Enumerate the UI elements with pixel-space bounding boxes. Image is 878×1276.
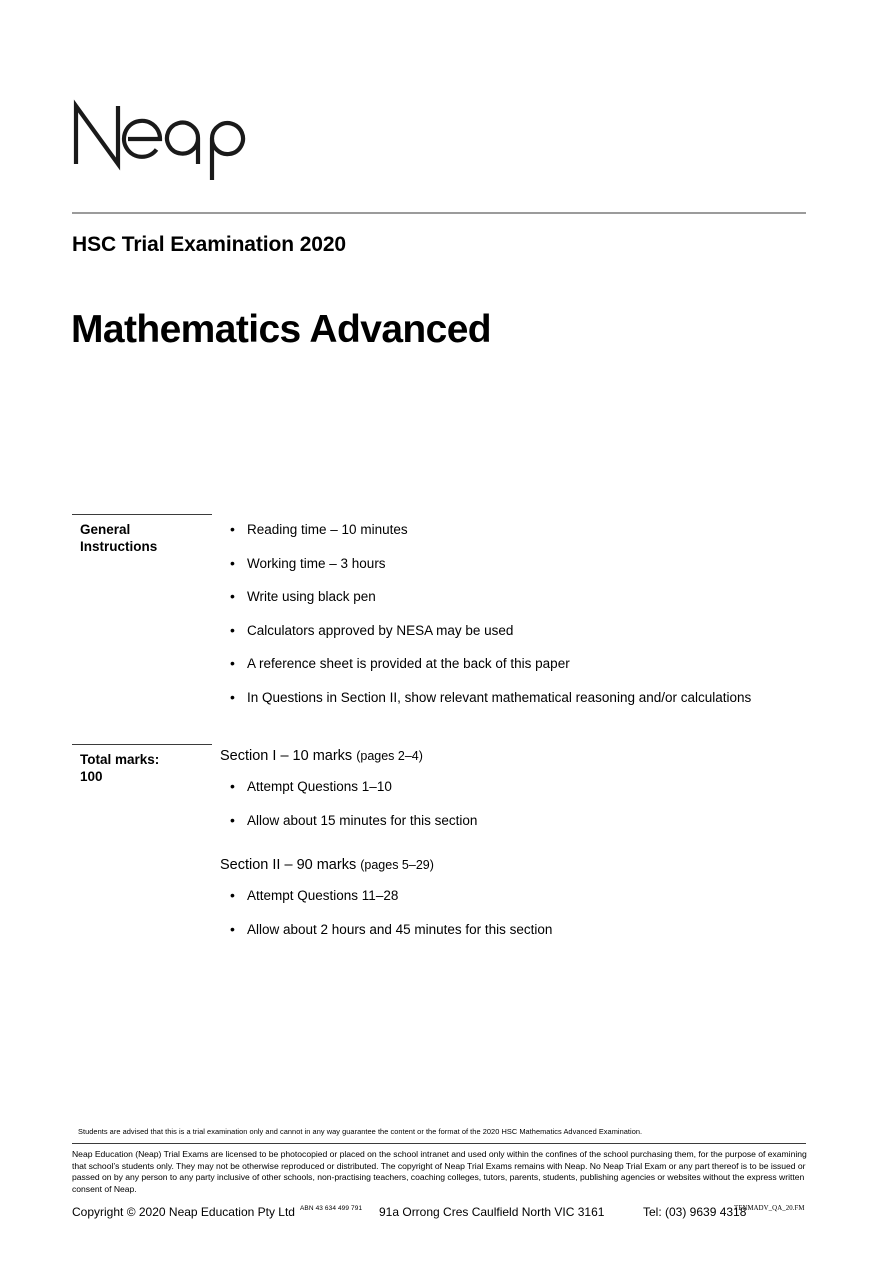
list-item: • Write using black pen bbox=[220, 589, 800, 606]
total-marks-label-line1: Total marks: bbox=[80, 752, 160, 767]
total-marks-divider bbox=[72, 744, 212, 745]
address-text: 91a Orrong Cres Caulfield North VIC 3161 bbox=[379, 1205, 605, 1219]
general-instructions-body bbox=[220, 522, 800, 706]
section-one-heading bbox=[220, 748, 800, 765]
copyright-row bbox=[72, 1205, 812, 1221]
copyright-text: Copyright © 2020 Neap Education Pty Ltd bbox=[72, 1205, 295, 1219]
list-item: • Working time – 3 hours bbox=[220, 556, 800, 573]
section-one-heading-text: Section I – 10 marks bbox=[220, 748, 357, 764]
general-instructions-label-line2: Instructions bbox=[80, 539, 158, 554]
abn-text: ABN 43 634 499 791 bbox=[300, 1205, 363, 1212]
total-marks-label-line2: 100 bbox=[80, 769, 103, 784]
section-gap bbox=[220, 829, 800, 857]
telephone-text: Tel: (03) 9639 4318 bbox=[643, 1205, 747, 1219]
list-item: • Attempt Questions 11–28 bbox=[220, 888, 800, 905]
trial-exam-disclaimer: Students are advised that this is a trial examination only and cannot in any way guarantee the content or the format of the 2020 HSC Mathematics Advanced Examination. bbox=[78, 1127, 643, 1136]
list-item: • Calculators approved by NESA may be used bbox=[220, 623, 800, 640]
section-two-pages: (pages 5–29) bbox=[360, 858, 434, 872]
neap-wordmark-icon bbox=[72, 92, 272, 188]
footer-divider bbox=[72, 1143, 806, 1144]
list-item: • A reference sheet is provided at the back of this paper bbox=[220, 656, 800, 673]
section-one-list bbox=[220, 779, 800, 829]
exam-title: HSC Trial Examination 2020 bbox=[72, 233, 347, 256]
general-instructions-label-line1: General bbox=[80, 522, 131, 537]
general-instructions-label bbox=[80, 521, 210, 555]
section-one-pages: (pages 2–4) bbox=[356, 749, 423, 763]
total-marks-body bbox=[220, 748, 800, 938]
list-item: • Allow about 15 minutes for this section bbox=[220, 813, 800, 830]
neap-logo bbox=[72, 92, 272, 188]
list-item: • Allow about 2 hours and 45 minutes for this section bbox=[220, 922, 800, 939]
list-item: • Attempt Questions 1–10 bbox=[220, 779, 800, 796]
section-two-heading-text: Section II – 90 marks bbox=[220, 857, 361, 873]
general-instructions-divider bbox=[72, 514, 212, 515]
license-notice: Neap Education (Neap) Trial Exams are licensed to be photocopied or placed on the school intranet and used only within the confines of the school purchasing them, for the purpose of examining that school’s students only. They may not be otherwise reproduced or distributed. The copyright of Neap Trial Exams remains with Neap. No Neap Trial Exam or any part thereof is to be issued or passed on by any person to any party inclusive of other schools, non-practising teachers, coaching colleges, tutors, parents, students, publishing agencies or websites without the express written consent of Neap. bbox=[72, 1149, 807, 1194]
section-two-heading bbox=[220, 857, 800, 874]
list-item: • Reading time – 10 minutes bbox=[220, 522, 800, 539]
subject-title: Mathematics Advanced bbox=[71, 308, 492, 351]
general-instructions-list bbox=[220, 522, 800, 706]
header-divider bbox=[72, 212, 806, 214]
section-two-list bbox=[220, 888, 800, 938]
list-item: • In Questions in Section II, show relevant mathematical reasoning and/or calculations bbox=[220, 690, 800, 707]
document-code: TENMADV_QA_20.FM bbox=[734, 1205, 805, 1212]
total-marks-label bbox=[80, 751, 210, 785]
